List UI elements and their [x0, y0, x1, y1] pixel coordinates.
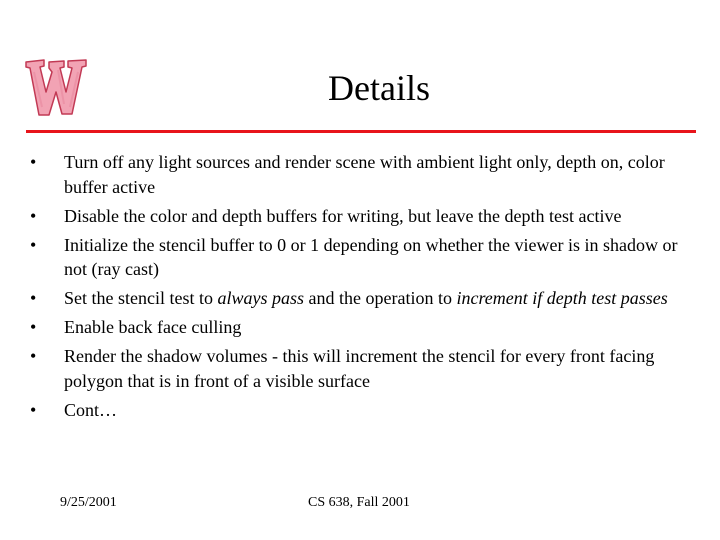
bullet-text: Enable back face culling: [64, 317, 242, 337]
bullet-text: and the operation to: [304, 288, 457, 308]
bullet-item: [28, 344, 698, 393]
bullet-item: [28, 286, 698, 311]
bullet-item: [28, 150, 698, 199]
title-divider: [26, 130, 696, 133]
wisconsin-w-logo-icon: [20, 52, 92, 124]
bullet-item: [28, 204, 698, 229]
slide-title-text: Details: [328, 68, 430, 108]
bullet-dot-icon: •: [30, 288, 37, 308]
bullet-text-italic: always pass: [217, 288, 304, 308]
bullet-dot-icon: •: [30, 205, 37, 226]
bullet-dot-icon: •: [30, 399, 37, 420]
bullet-text: Render the shadow volumes - this will increment the stencil for every front facing polygon that is in front of a visible surface: [64, 346, 655, 391]
bullet-dot-icon: •: [30, 346, 37, 366]
bullet-list: [28, 150, 698, 427]
bullet-text-italic: increment if depth test passes: [456, 288, 668, 308]
bullet-text: Initialize the stencil buffer to 0 or 1 depending on whether the viewer is in shadow or not (ray cast): [64, 234, 678, 279]
bullet-text: Turn off any light sources and render scene with ambient light only, depth on, color buffer active: [64, 152, 665, 197]
bullet-dot-icon: •: [30, 152, 37, 172]
bullet-text: Set the stencil test to: [64, 288, 218, 308]
footer-course: CS 638, Fall 2001: [308, 495, 410, 510]
bullet-text: Disable the color and depth buffers for writing, but leave the depth test active: [64, 205, 622, 226]
bullet-dot-icon: •: [30, 317, 37, 337]
bullet-item: [28, 233, 698, 282]
footer-date: 9/25/2001: [60, 495, 117, 510]
bullet-item: [28, 398, 698, 423]
bullet-dot-icon: •: [30, 234, 37, 255]
bullet-text: Cont…: [64, 399, 118, 420]
bullet-item: [28, 315, 698, 340]
